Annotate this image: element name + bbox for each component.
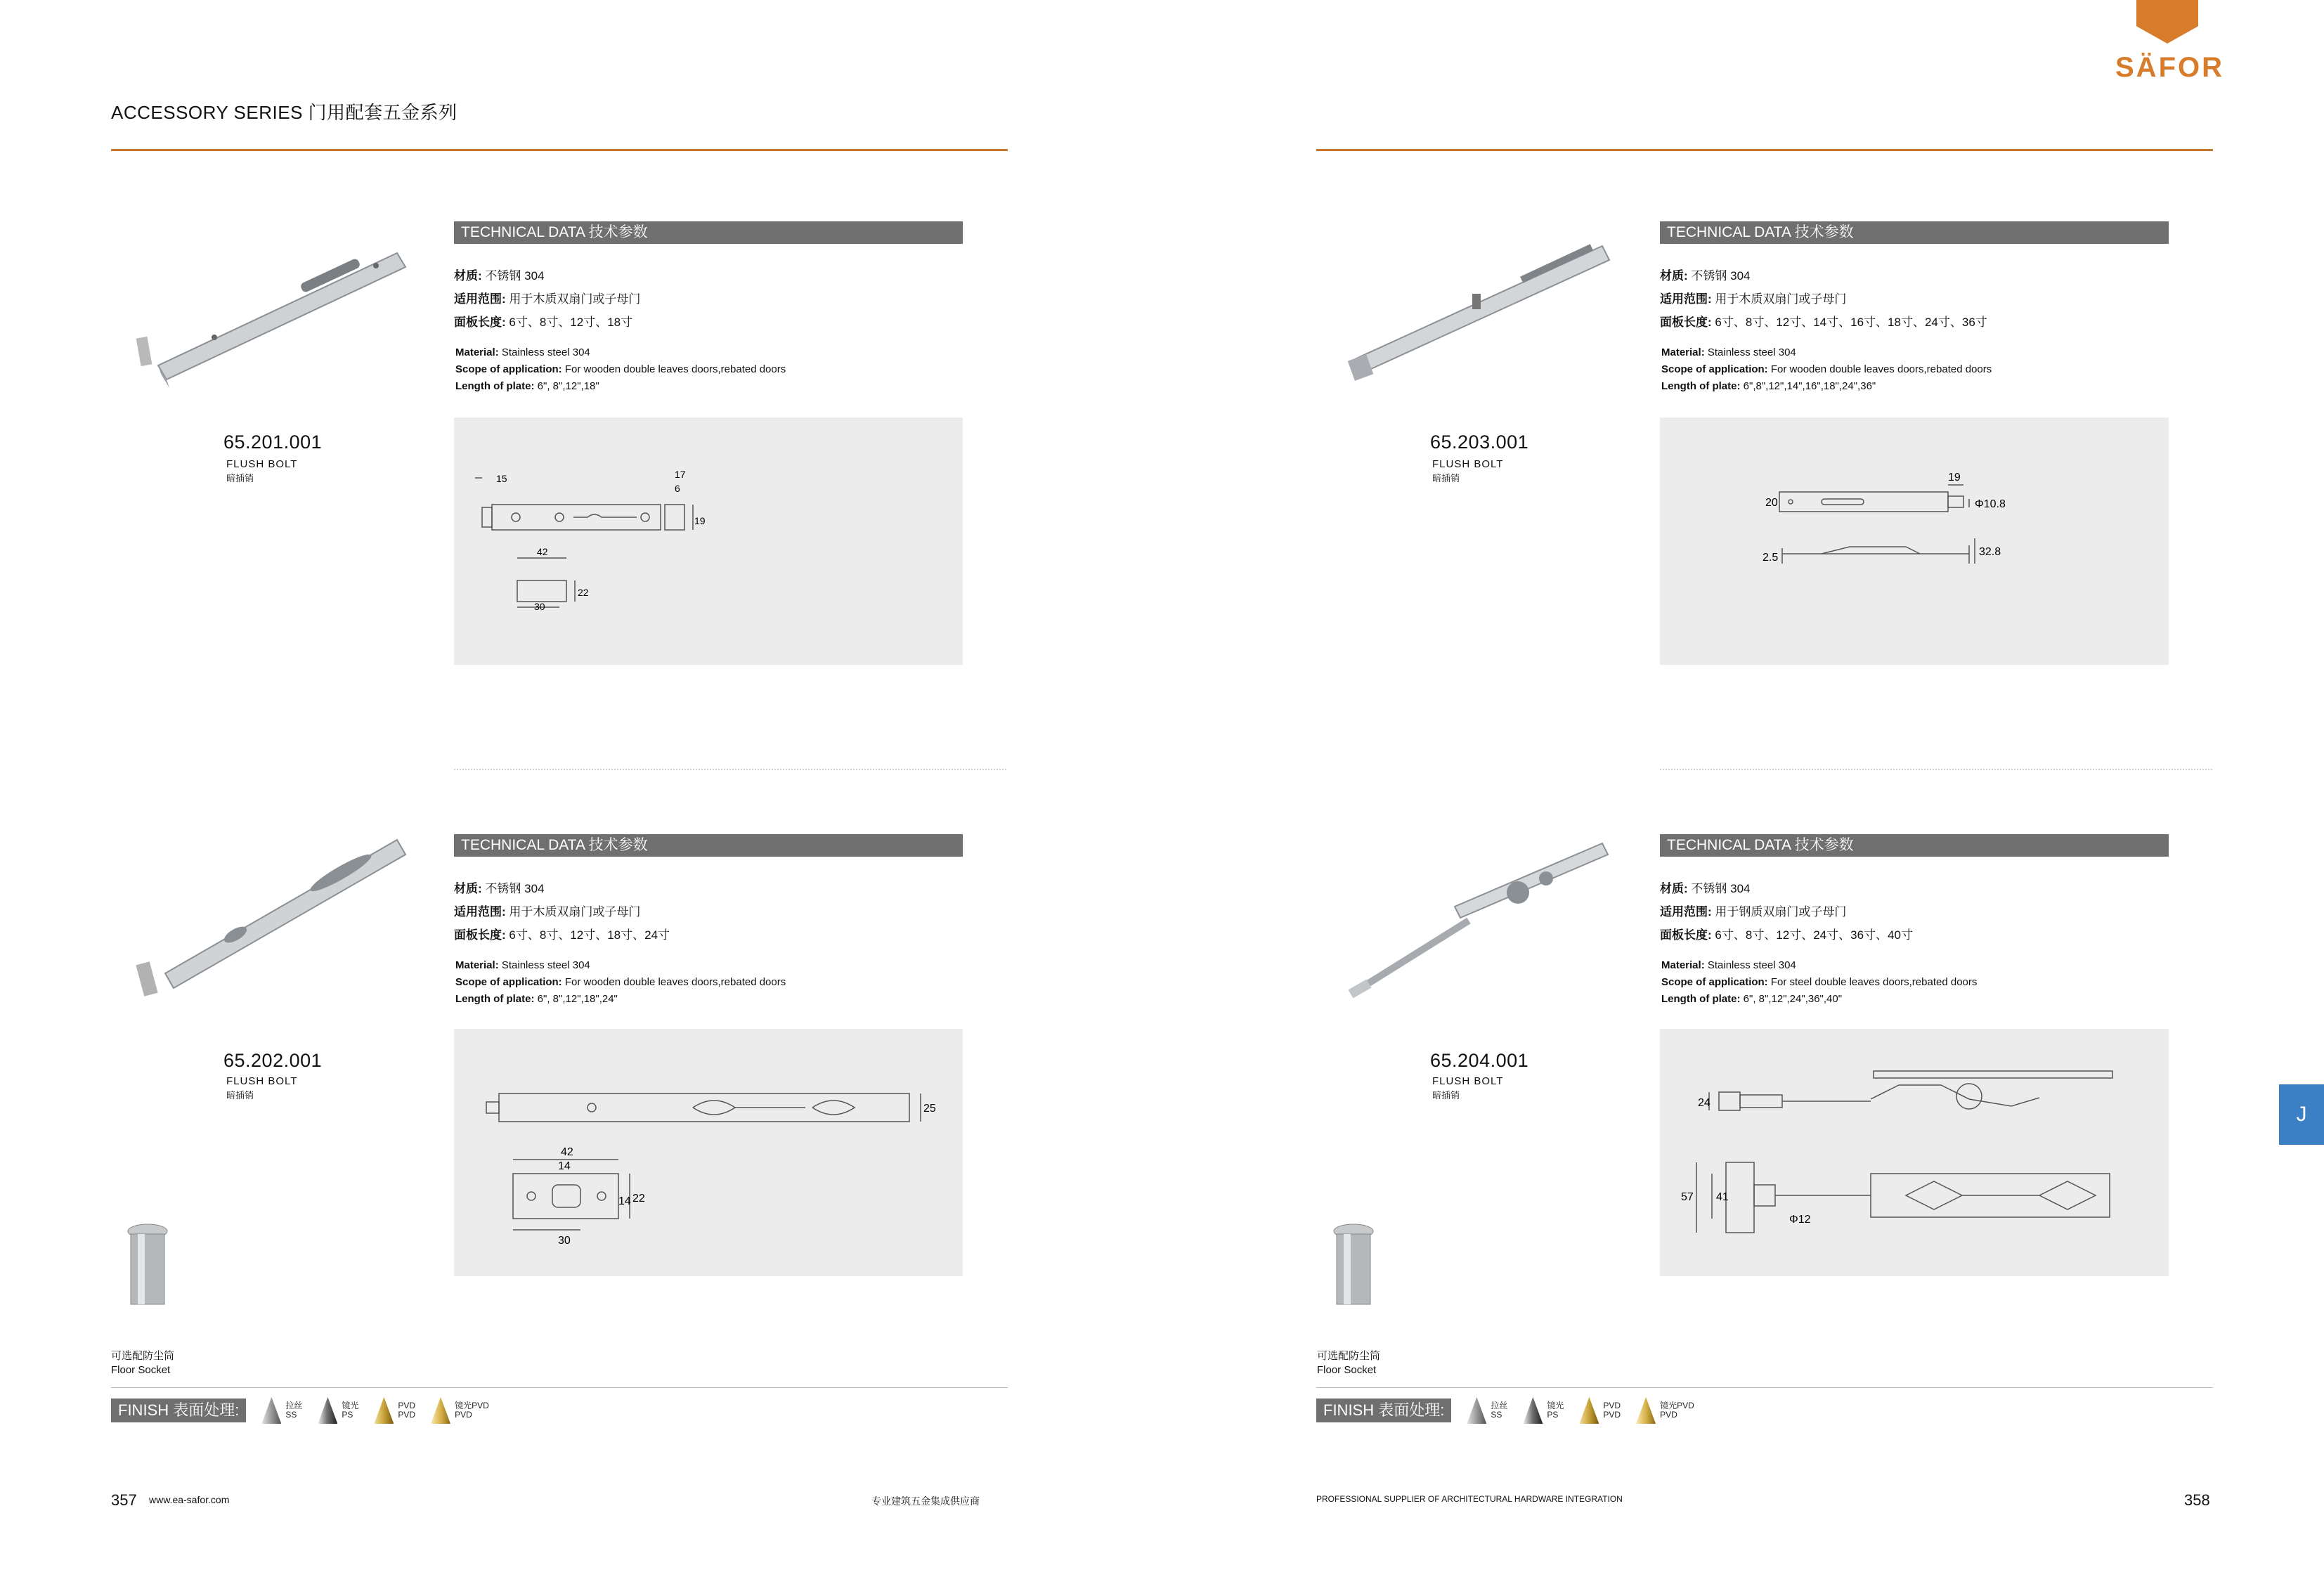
finish-label: FINISH 表面处理: [111,1398,246,1422]
product-code: 65.201.001 [223,431,323,453]
spec-block-cn: 材质: 不锈钢 304 适用范围: 用于木质双扇门或子母门 面板长度: 6寸、8寸、12寸、14寸、16寸、18寸、24寸、36寸 [1660,269,1987,329]
finish-cone-icon [1579,1397,1599,1424]
product-image-65201 [130,232,411,418]
finish-item: 拉丝 SS [1467,1397,1507,1424]
dim-label: 42 [561,1146,573,1158]
product-name-cn: 暗插销 [1432,1090,1460,1101]
product-name-cn: 暗插销 [226,473,254,484]
spec-block-en: Material: Stainless steel 304 Scope of application: For steel double leaves doors,rebated doors Length of plate: 6", 8",12",24",36",40" [1661,959,1978,1005]
right-header-rule [1316,149,2213,151]
dim-label: 57 [1681,1191,1694,1203]
finish-item: 拉丝 SS [261,1397,302,1424]
product-image-65202 [130,829,411,1015]
brand-badge [2136,0,2198,44]
dim-label: 41 [1716,1191,1729,1203]
dim-label: 32.8 [1979,546,2001,558]
finish-item: 镜光PVD PVD [1636,1397,1694,1424]
right-page-number: 358 [2184,1491,2210,1509]
right-slogan: PROFESSIONAL SUPPLIER OF ARCHITECTURAL HARDWARE INTEGRATION [1316,1494,1623,1504]
technical-data-header: TECHNICAL DATA 技术参数 [454,834,963,857]
technical-drawing [1660,1029,2169,1276]
dim-label: 22 [578,587,589,598]
product-image-65203 [1335,232,1616,418]
technical-drawing [454,417,963,665]
spec-block-cn: 材质: 不锈钢 304 适用范围: 用于木质双扇门或子母门 面板长度: 6寸、8寸、12寸、18寸 [454,269,641,329]
dim-label: 19 [1948,472,1961,484]
product-name-en: FLUSH BOLT [226,1075,298,1087]
dim-label: 25 [923,1103,936,1115]
section-tab[interactable]: J [2279,1084,2324,1145]
finish-cone-icon [1523,1397,1543,1424]
product-code: 65.202.001 [223,1050,323,1071]
product-name-en: FLUSH BOLT [226,458,298,470]
left-slogan: 专业建筑五金集成供应商 [871,1495,980,1507]
technical-drawing [454,1029,963,1276]
floor-socket-image-left [119,1223,176,1311]
finish-item: 镜光PVD PVD [431,1397,489,1424]
brand-logo: SÄFOR [2115,52,2224,83]
finish-cone-icon [318,1397,337,1424]
spec-block-en: Material: Stainless steel 304 Scope of application: For wooden double leaves doors,rebated doors Length of plate: 6",8",12",14",16",18",24",36" [1661,346,1992,392]
dim-label: 2.5 [1763,552,1779,564]
finish-item: 镜光 PS [318,1397,358,1424]
finish-item: PVD PVD [1579,1397,1621,1424]
finish-rule-right [1316,1387,2213,1388]
finish-cone-icon [1636,1397,1656,1424]
left-header-rule [111,149,1008,151]
dim-label: Φ10.8 [1975,498,2006,510]
finish-label: FINISH 表面处理: [1316,1398,1451,1422]
finish-item: PVD PVD [374,1397,415,1424]
floor-socket-caption-right: 可选配防尘筒 Floor Socket [1317,1350,1381,1376]
finish-cone-icon [1467,1397,1486,1424]
finish-cone-icon [261,1397,281,1424]
technical-drawing [1660,417,2169,665]
spec-block-cn: 材质: 不锈钢 304 适用范围: 用于钢质双扇门或子母门 面板长度: 6寸、8寸、12寸、24寸、36寸、40寸 [1660,882,1913,942]
product-name-cn: 暗插销 [1432,473,1460,484]
product-name-en: FLUSH BOLT [1432,1075,1504,1087]
left-page-number: 357 [111,1491,137,1509]
product-image-65204 [1335,829,1616,1015]
finish-cone-icon [374,1397,394,1424]
dim-label: 30 [558,1235,571,1247]
website-link[interactable]: www.ea-safor.com [149,1494,230,1505]
dim-label: 6 [675,483,680,494]
spec-block-en: Material: Stainless steel 304 Scope of application: For wooden double leaves doors,rebated doors Length of plate: 6", 8",12",18" [455,346,786,392]
technical-data-header: TECHNICAL DATA 技术参数 [1660,221,2169,244]
finish-bar-right [1316,1397,1694,1424]
dim-label: 22 [632,1193,645,1205]
dim-label: 30 [534,601,545,612]
finish-cone-icon [431,1397,450,1424]
section-divider [1660,769,2212,770]
dim-label: 14 [618,1195,631,1207]
dim-label: 24 [1698,1097,1710,1109]
section-divider [454,769,1006,770]
finish-bar-left [111,1397,489,1424]
product-code: 65.204.001 [1430,1050,1529,1071]
technical-data-header: TECHNICAL DATA 技术参数 [454,221,963,244]
finish-rule-left [111,1387,1008,1388]
finish-item: 镜光 PS [1523,1397,1564,1424]
dim-label: 19 [694,515,706,526]
dim-label: 20 [1765,497,1778,509]
product-name-cn: 暗插销 [226,1090,254,1101]
dim-label: 14 [558,1160,571,1172]
product-code: 65.203.001 [1430,431,1529,453]
spec-block-en: Material: Stainless steel 304 Scope of application: For wooden double leaves doors,rebated doors Length of plate: 6", 8",12",18",24" [455,959,786,1005]
spec-block-cn: 材质: 不锈钢 304 适用范围: 用于木质双扇门或子母门 面板长度: 6寸、8寸、12寸、18寸、24寸 [454,882,670,942]
floor-socket-caption-left: 可选配防尘筒 Floor Socket [111,1350,175,1376]
dim-label: 15 [496,473,507,484]
technical-data-header: TECHNICAL DATA 技术参数 [1660,834,2169,857]
floor-socket-image-right [1325,1223,1382,1311]
product-name-en: FLUSH BOLT [1432,458,1504,470]
dim-label: 42 [537,546,548,557]
dim-label: Φ12 [1789,1214,1811,1226]
series-title: ACCESSORY SERIES 门用配套五金系列 [111,102,457,123]
dim-label: 17 [675,469,686,480]
